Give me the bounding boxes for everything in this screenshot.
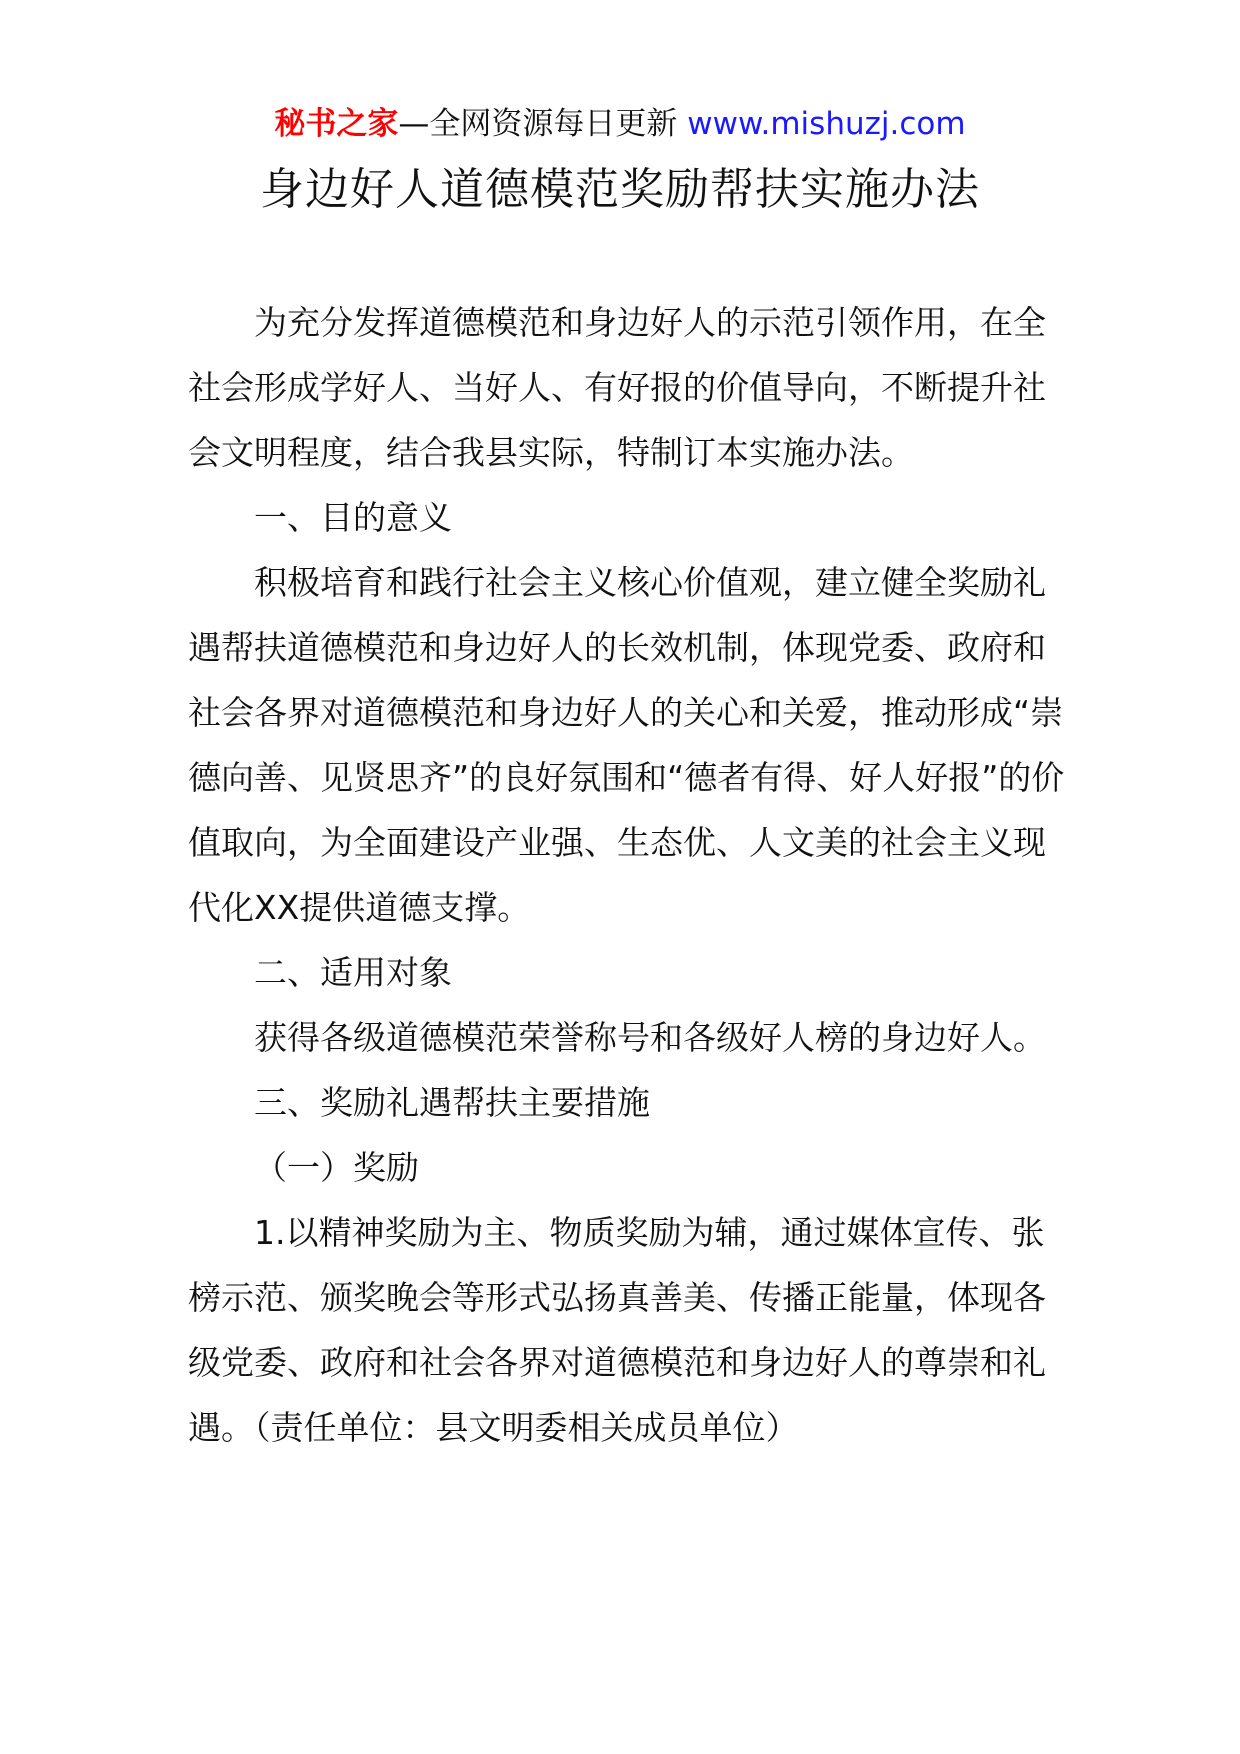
section-heading-purpose: 一、目的意义 (254, 498, 452, 537)
subsection-heading-rewards: （一）奖励 (254, 1148, 419, 1187)
header-slogan: —全网资源每日更新 (398, 106, 688, 142)
document-body (188, 290, 1068, 1460)
site-header (0, 102, 1240, 146)
brand-name: 秘书之家 (274, 106, 399, 142)
measure-item-1: 1.以精神奖励为主、物质奖励为辅，通过媒体宣传、张榜示范、颁奖晚会等形式弘扬真善美、传播正能量，体现各级党委、政府和社会各界对道德模范和身边好人的尊崇和礼遇。（责任单位：县文明委相关成员单位） (188, 1213, 1046, 1447)
purpose-paragraph: 积极培育和践行社会主义核心价值观，建立健全奖励礼遇帮扶道德模范和身边好人的长效机制，体现党委、政府和社会各界对道德模范和身边好人的关心和关爱，推动形成“崇德向善、见贤思齐”的良好氛围和“德者有得、好人好报”的价值取向，为全面建设产业强、生态优、人文美的社会主义现代化XX提供道德支撑。 (188, 563, 1065, 927)
intro-paragraph: 为充分发挥道德模范和身边好人的示范引领作用，在全社会形成学好人、当好人、有好报的价值导向，不断提升社会文明程度，结合我县实际，特制订本实施办法。 (188, 303, 1046, 472)
scope-paragraph: 获得各级道德模范荣誉称号和各级好人榜的身边好人。 (254, 1018, 1046, 1057)
section-heading-scope: 二、适用对象 (254, 953, 452, 992)
site-url-link[interactable]: www.mishuzj.com (687, 106, 966, 142)
document-title: 身边好人道德模范奖励帮扶实施办法 (260, 164, 980, 215)
section-heading-measures: 三、奖励礼遇帮扶主要措施 (254, 1083, 650, 1122)
